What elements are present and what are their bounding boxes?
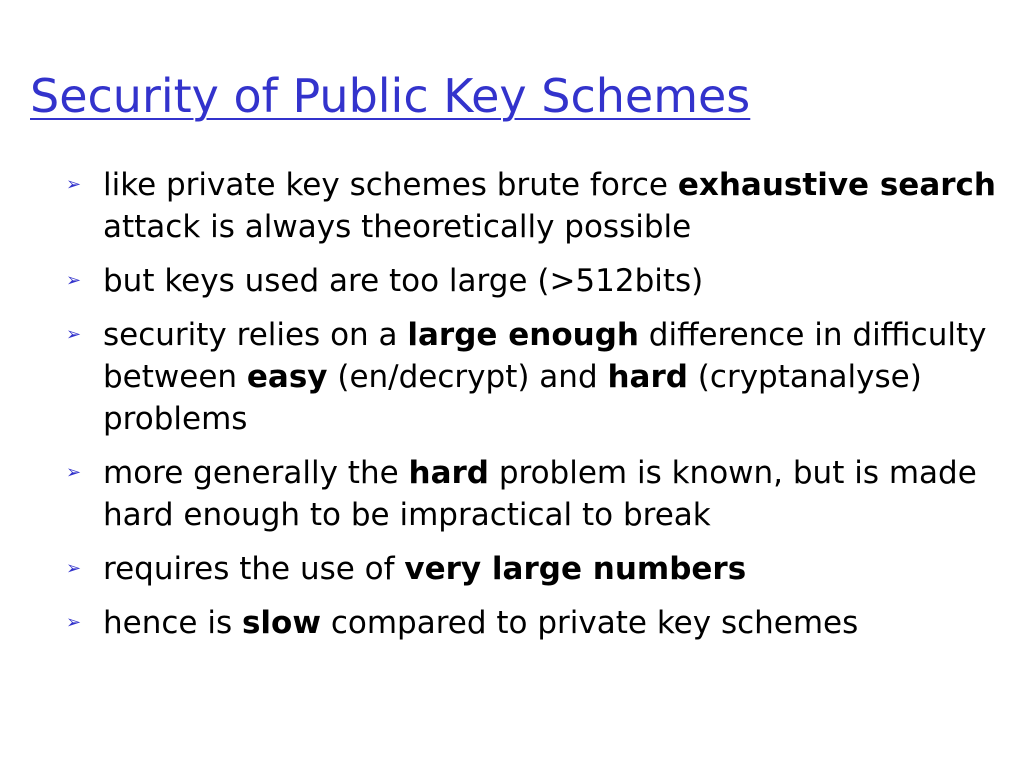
bullet-list [64, 164, 1004, 656]
bullet-emphasis: very large numbers [404, 551, 747, 587]
bullet-text: more generally the [103, 455, 409, 491]
bullet-emphasis: slow [241, 605, 321, 641]
arrow-bullet-icon: ➢ [66, 462, 82, 483]
bullet-emphasis: easy [246, 359, 328, 395]
bullet-text: (cryptanalyse) problems [103, 359, 922, 437]
slide-title: Security of Public Key Schemes [30, 69, 751, 123]
bullet-item [64, 260, 1004, 302]
arrow-bullet-icon: ➢ [66, 324, 82, 345]
bullet-item [64, 314, 1004, 440]
bullet-text: requires the use of [103, 551, 405, 587]
bullet-item [64, 548, 1004, 590]
bullet-text: attack is always theoretically possible [103, 209, 692, 245]
arrow-bullet-icon: ➢ [66, 612, 82, 633]
bullet-item [64, 164, 1004, 248]
bullet-text: like private key schemes brute force [103, 167, 678, 203]
arrow-bullet-icon: ➢ [66, 174, 82, 195]
bullet-text: security relies on a [103, 317, 408, 353]
bullet-emphasis: exhaustive search [677, 167, 996, 203]
bullet-text: hence is [103, 605, 242, 641]
bullet-emphasis: hard [408, 455, 489, 491]
bullet-item [64, 602, 1004, 644]
bullet-emphasis: hard [607, 359, 688, 395]
bullet-text: compared to private key schemes [320, 605, 859, 641]
bullet-item [64, 452, 1004, 536]
bullet-text: but keys used are too large (>512bits) [103, 263, 704, 299]
bullet-text: difference in difficulty between [103, 317, 987, 395]
arrow-bullet-icon: ➢ [66, 270, 82, 291]
bullet-text: (en/decrypt) and [327, 359, 608, 395]
bullet-emphasis: large enough [407, 317, 639, 353]
bullet-text: problem is known, but is made hard enough to be impractical to break [103, 455, 977, 533]
arrow-bullet-icon: ➢ [66, 558, 82, 579]
